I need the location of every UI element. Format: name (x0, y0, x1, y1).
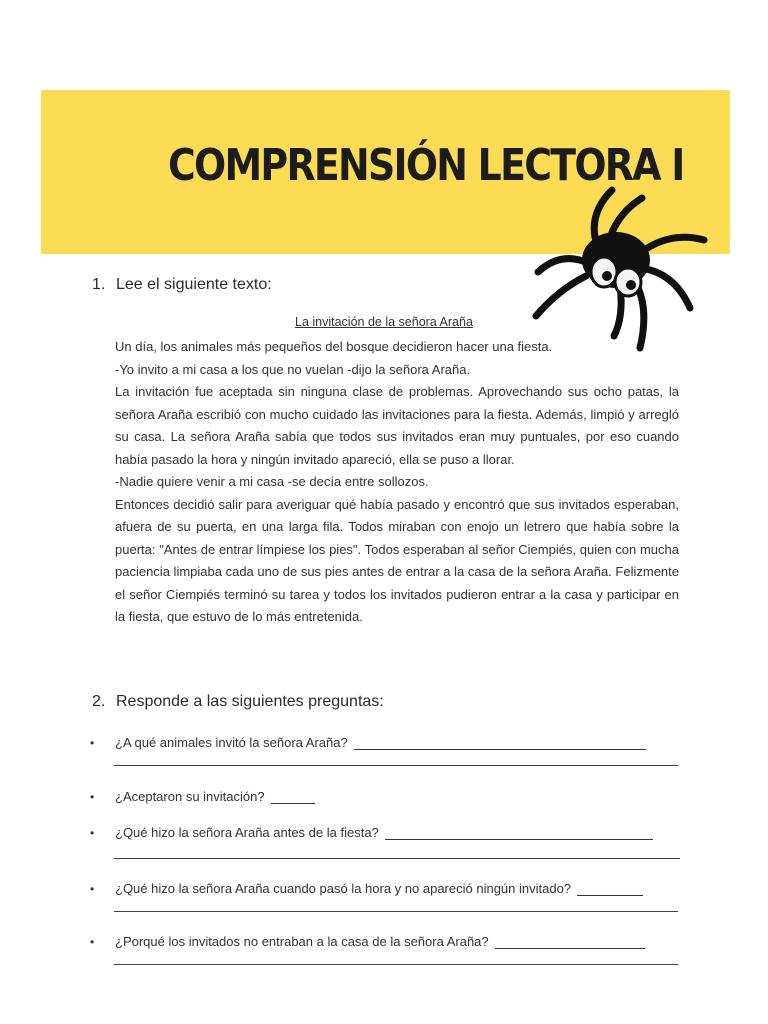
section-1-heading (92, 276, 272, 294)
bullet-icon: • (90, 882, 95, 896)
answer-line[interactable] (114, 911, 678, 912)
section-2-heading (92, 693, 384, 711)
answer-blank[interactable] (271, 791, 315, 804)
story-paragraph: La invitación fue aceptada sin ninguna clase de problemas. Aprovechando sus ocho patas, la señora Araña escribió con mucho cuidado las invitaciones para la fiesta. Además, limpió y arregló su casa. La señora Araña sabía que todos sus invitados eran muy puntuales, por eso cuando había pasado la hora y ningún invitado apareció, ella se puso a llorar. (115, 384, 679, 467)
question-4 (90, 881, 682, 896)
question-text: ¿Aceptaron su invitación? (115, 789, 265, 804)
section-1-label: Lee el siguiente texto: (116, 276, 272, 293)
bullet-icon: • (90, 736, 95, 750)
answer-line[interactable] (114, 964, 678, 965)
answer-line[interactable] (114, 858, 680, 859)
question-text: ¿A qué animales invitó la señora Araña? (115, 735, 348, 750)
story-paragraph: -Yo invito a mi casa a los que no vuelan -dijo la señora Araña. (115, 361, 471, 377)
question-text: ¿Qué hizo la señora Araña cuando pasó la hora y no apareció ningún invitado? (115, 881, 572, 896)
question-5 (90, 934, 682, 949)
section-2-number: 2. (92, 693, 106, 710)
spider-icon (528, 186, 718, 356)
story-paragraph: -Nadie quiere venir a mi casa -se decía entre sollozos. (115, 474, 429, 489)
answer-blank[interactable] (354, 737, 646, 750)
bullet-icon: • (90, 935, 95, 949)
story-paragraph: Entonces decidió salir para averiguar qué había pasado y encontró que sus invitados esperaban, afuera de su puerta, en una larga fila. Todos miraban con enojo un letrero que había sobre la puerta: "Antes de entrar límpiese los pies". Todos esperaban al señor Ciempiés, quien con mucha paciencia limpiaba cada uno de sus pies antes de entrar a la casa de la señora Araña. Felizmente el señor Ciempiés terminó su tarea y todos los invitados pudieron entrar a la casa y participar en la fiesta, que estuvo de lo más entretenida. (115, 496, 679, 624)
story-paragraph: Un día, los animales más pequeños del bosque decidieron hacer una fiesta. (115, 339, 553, 354)
story-title: La invitación de la señora Araña (295, 315, 473, 329)
section-1-number: 1. (92, 276, 106, 293)
section-2-label: Responde a las siguientes preguntas: (116, 693, 384, 710)
story-text (115, 336, 679, 629)
question-3 (90, 825, 682, 840)
question-text: ¿Porqué los invitados no entraban a la casa de la señora Araña? (115, 934, 489, 949)
answer-blank[interactable] (495, 936, 645, 949)
page-title: COMPRENSIÓN LECTORA I (168, 140, 684, 191)
question-text: ¿Qué hizo la señora Araña antes de la fiesta? (115, 825, 379, 840)
bullet-icon: • (90, 790, 95, 804)
answer-blank[interactable] (385, 827, 653, 840)
question-1 (90, 735, 682, 750)
answer-blank[interactable] (577, 883, 643, 896)
answer-line[interactable] (114, 765, 678, 766)
bullet-icon: • (90, 826, 95, 840)
question-2 (90, 789, 682, 804)
